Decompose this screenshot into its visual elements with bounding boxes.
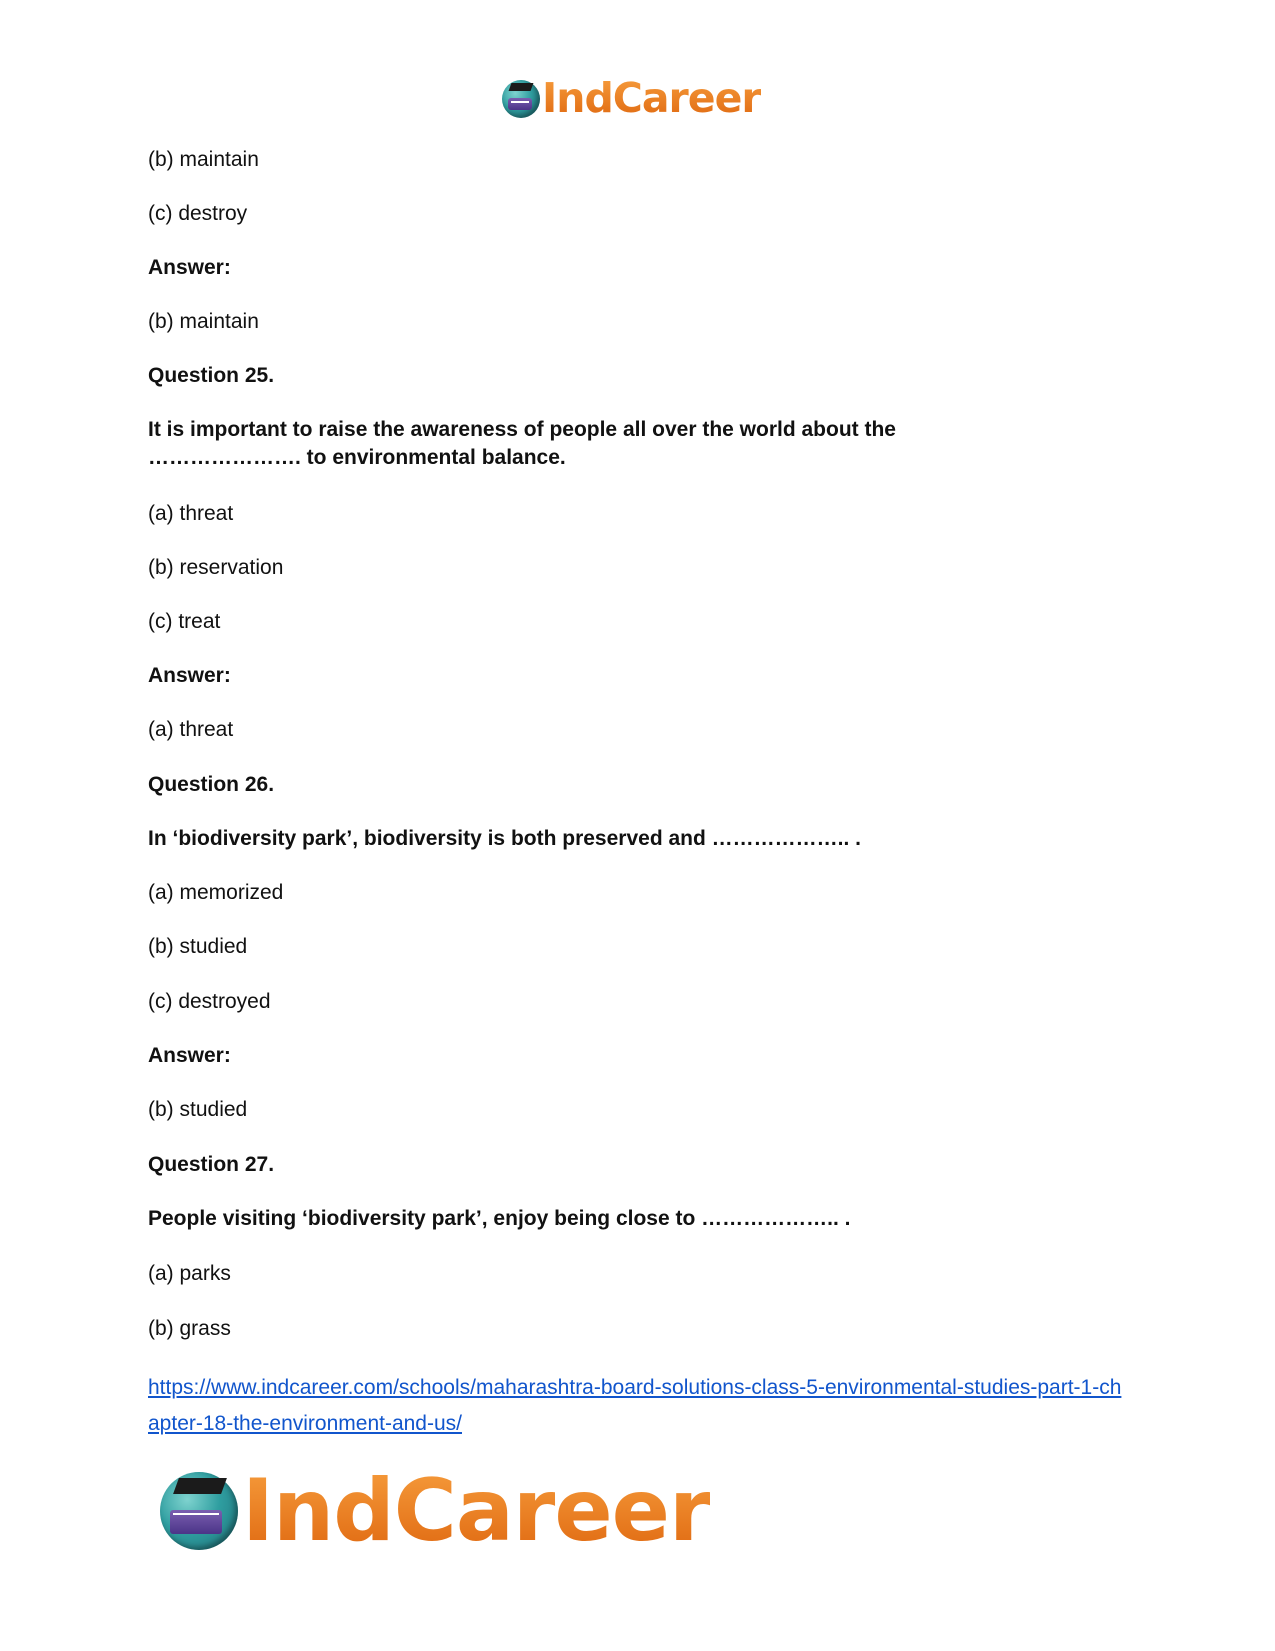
option-line: (a) memorized	[148, 881, 284, 904]
answer-heading: Answer:	[148, 1044, 231, 1067]
header-logo	[502, 74, 761, 122]
option-line: (c) destroy	[148, 202, 248, 225]
question-heading: Question 25.	[148, 364, 275, 387]
option-line: (b) maintain	[148, 148, 259, 171]
graduation-cap-icon	[173, 1478, 227, 1494]
footer-logo	[160, 1461, 711, 1561]
option-line: (b) studied	[148, 935, 248, 958]
graduation-cap-icon	[509, 83, 534, 91]
question-text: People visiting ‘biodiversity park’, enjoy being close to ……………….. .	[148, 1207, 851, 1230]
answer-heading: Answer:	[148, 664, 231, 687]
option-line: (a) parks	[148, 1262, 231, 1285]
question-text: In ‘biodiversity park’, biodiversity is both preserved and ……………….. .	[148, 827, 861, 850]
option-line: (c) treat	[148, 610, 221, 633]
answer-heading: Answer:	[148, 256, 231, 279]
answer-text: (b) maintain	[148, 310, 259, 333]
answer-text: (a) threat	[148, 718, 234, 741]
book-icon	[170, 1510, 222, 1534]
question-heading: Question 27.	[148, 1153, 275, 1176]
book-icon	[508, 98, 532, 110]
option-line: (c) destroyed	[148, 990, 271, 1013]
answer-text: (b) studied	[148, 1098, 248, 1121]
globe-book-icon	[502, 80, 540, 118]
option-line: (a) threat	[148, 502, 234, 525]
source-link[interactable]: https://www.indcareer.com/schools/maharashtra-board-solutions-class-5-environmental-studies-part-1-chapter-18-the-environment-and-us/	[148, 1376, 1122, 1435]
question-text: It is important to raise the awareness of people all over the world about the …………………. to environmental balance.	[148, 418, 896, 469]
option-line: (b) reservation	[148, 556, 284, 579]
globe-book-icon	[160, 1472, 238, 1550]
option-line: (b) grass	[148, 1317, 231, 1340]
brand-name: IndCareer	[542, 74, 761, 122]
brand-name: IndCareer	[242, 1461, 711, 1561]
question-heading: Question 26.	[148, 773, 275, 796]
